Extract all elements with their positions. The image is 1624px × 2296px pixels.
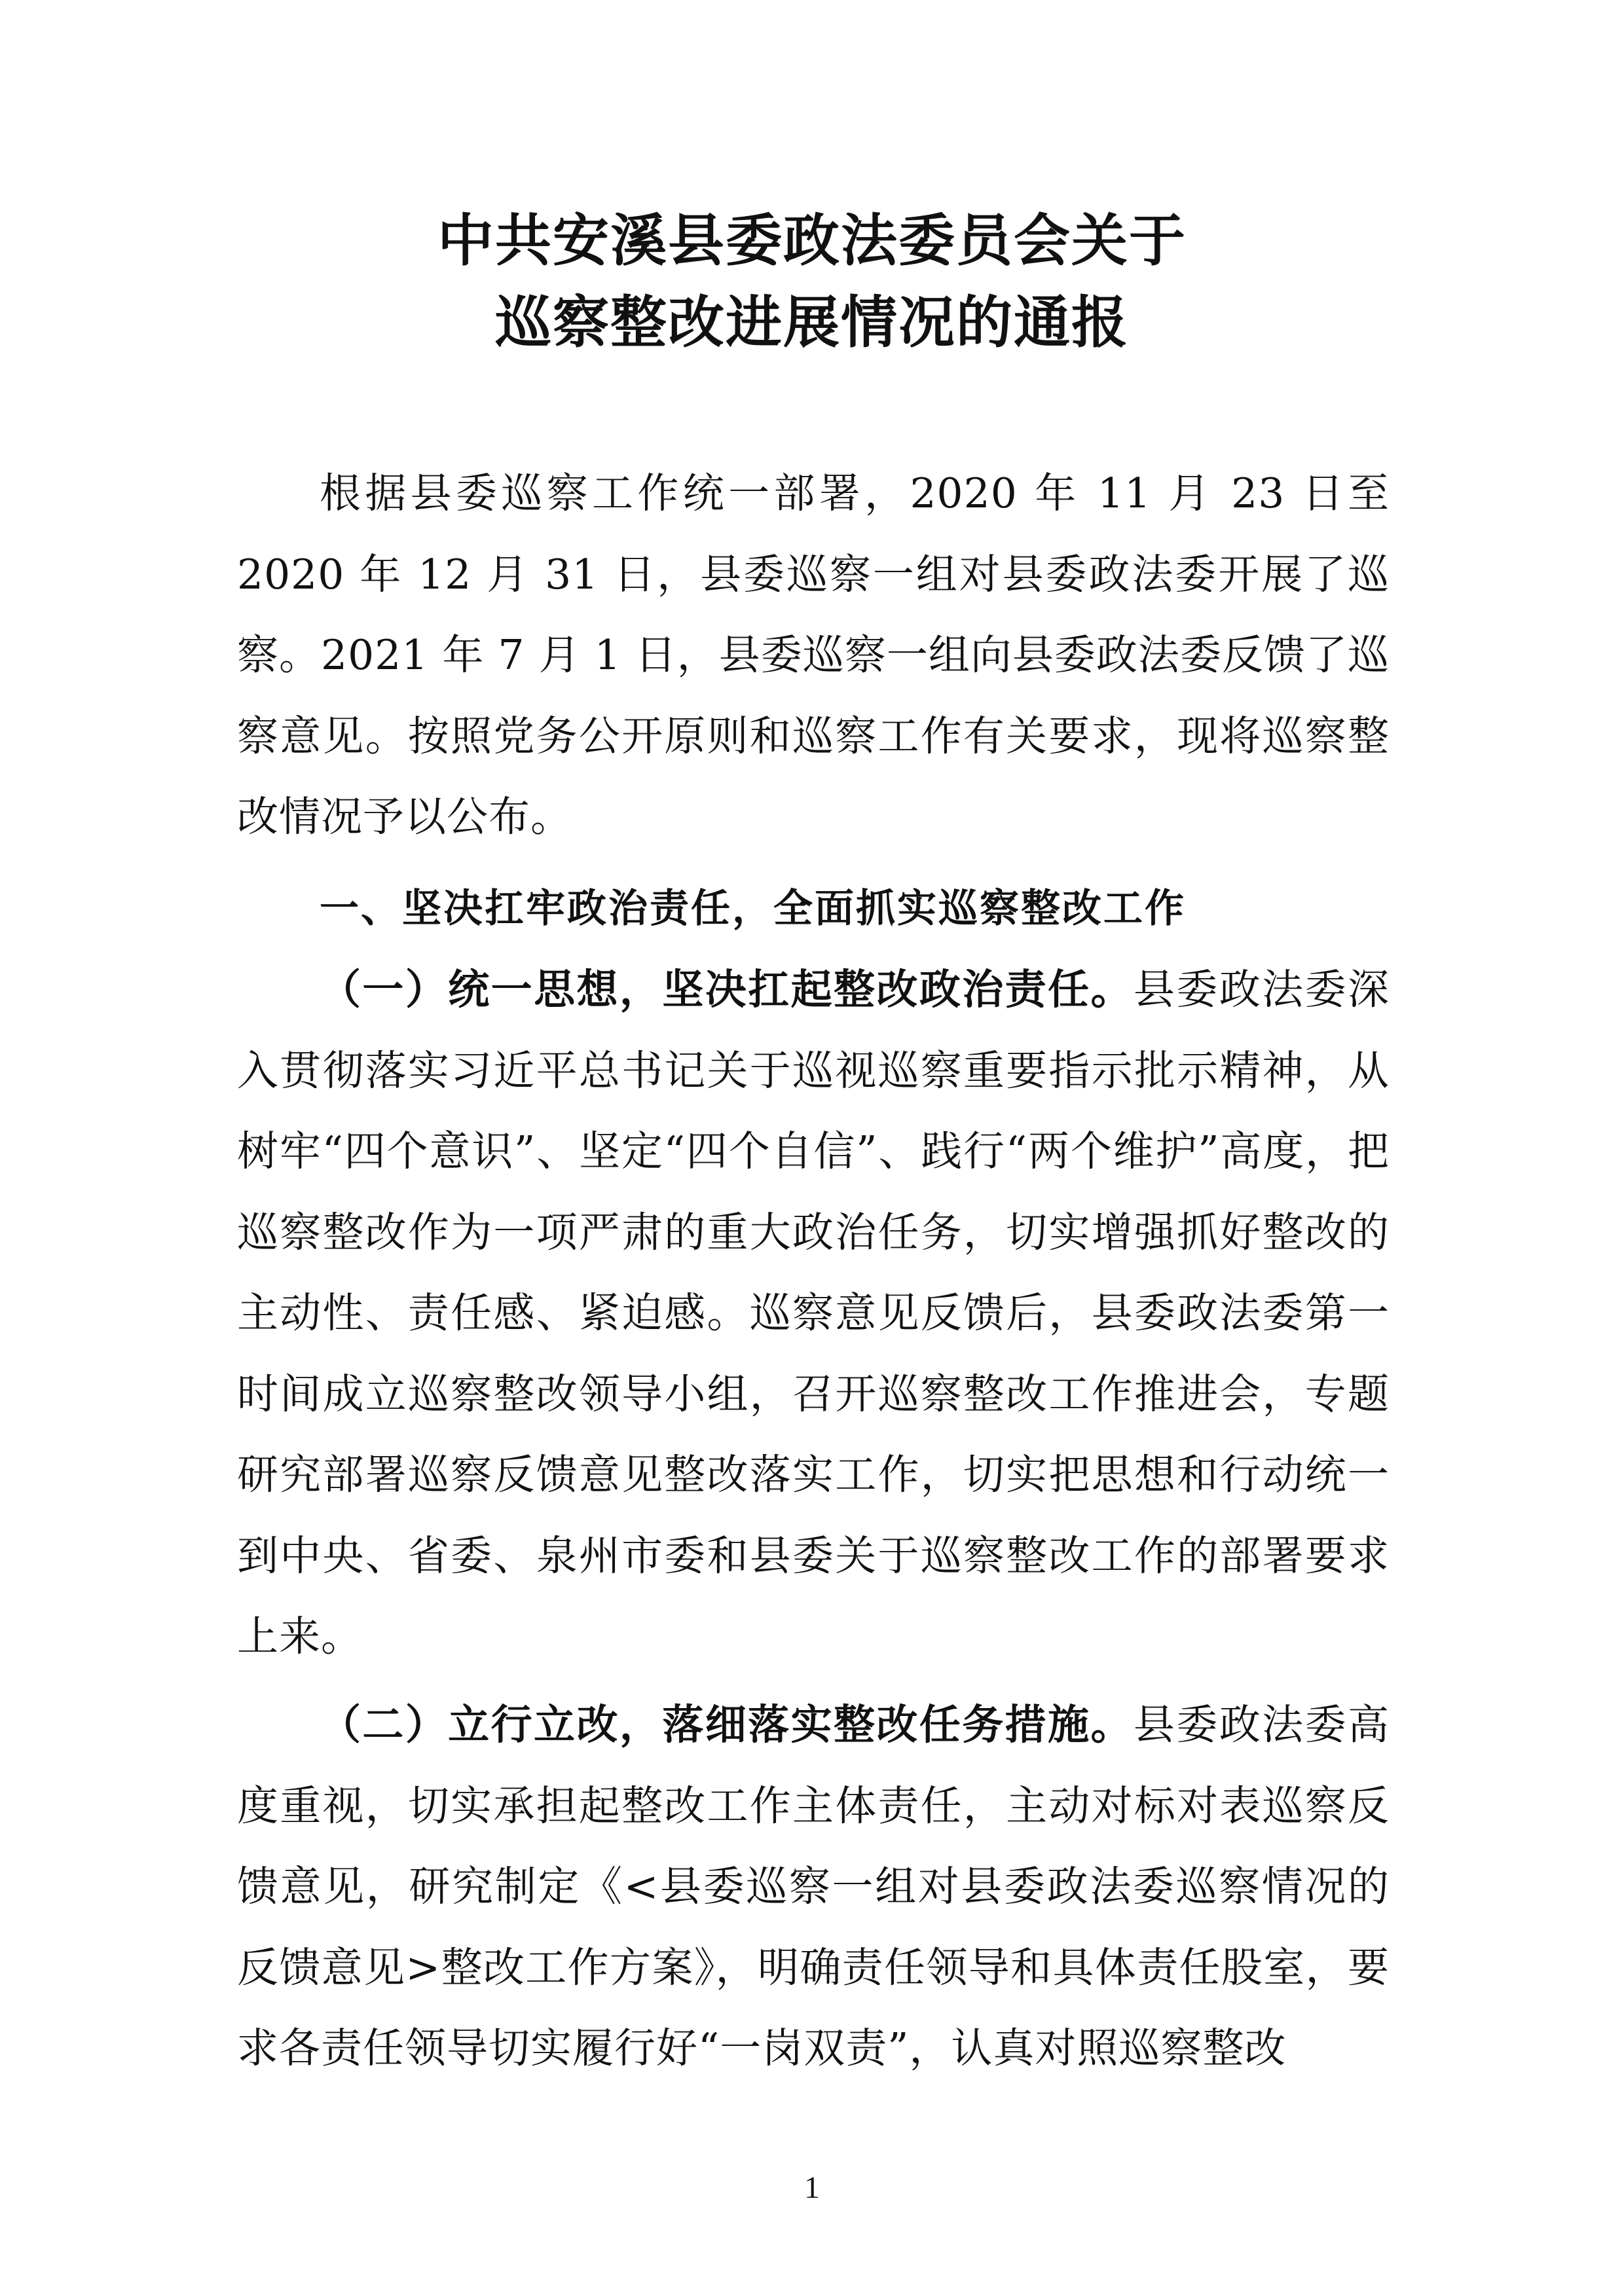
page-number: 1	[804, 2170, 820, 2205]
subsection-two-lead: （二）立行立改，落细落实整改任务措施。	[320, 1700, 1134, 1749]
intro-paragraph: 根据县委巡察工作统一部署，2020 年 11 月 23 日至 2020 年 12 月 31 日，县委巡察一组对县委政法委开展了巡察。2021 年 7 月 1 日，县委巡察一组向县委政法委反馈了巡察意见。按照党务公开原则和巡察工作有关要求，现将巡察整改情况予以公布。	[237, 469, 1390, 841]
section-heading: 一、坚决扛牢政治责任，全面抓实巡察整改工作	[320, 886, 1186, 932]
document-title-line-2: 巡察整改进展情况的通报	[495, 289, 1129, 355]
subsection-two-paragraph	[237, 1685, 1390, 2089]
subsection-one-lead: （一）统一思想，坚决扛起整改政治责任。	[320, 965, 1134, 1013]
subsection-one-paragraph	[237, 949, 1390, 1677]
subsection-one-text: 县委政法委深入贯彻落实习近平总书记关于巡视巡察重要指示批示精神，从树牢“四个意识”、坚定“四个自信”、践行“两个维护”高度，把巡察整改作为一项严肃的重大政治任务，切实增强抓好整改的主动性、责任感、紧迫感。巡察意见反馈后，县委政法委第一时间成立巡察整改领导小组，召开巡察整改工作推进会，专题研究部署巡察反馈意见整改落实工作，切实把思想和行动统一到中央、省委、泉州市委和县委关于巡察整改工作的部署要求上来。	[237, 966, 1390, 1660]
subsection-two-text: 县委政法委高度重视，切实承担起整改工作主体责任，主动对标对表巡察反馈意见，研究制定《<县委巡察一组对县委政法委巡察情况的反馈意见>整改工作方案》，明确责任领导和具体责任股室，要求各责任领导切实履行好“一岗双责”，认真对照巡察整改	[237, 1701, 1390, 2072]
document-title-line-1: 中共安溪县委政法委员会关于	[437, 208, 1187, 274]
